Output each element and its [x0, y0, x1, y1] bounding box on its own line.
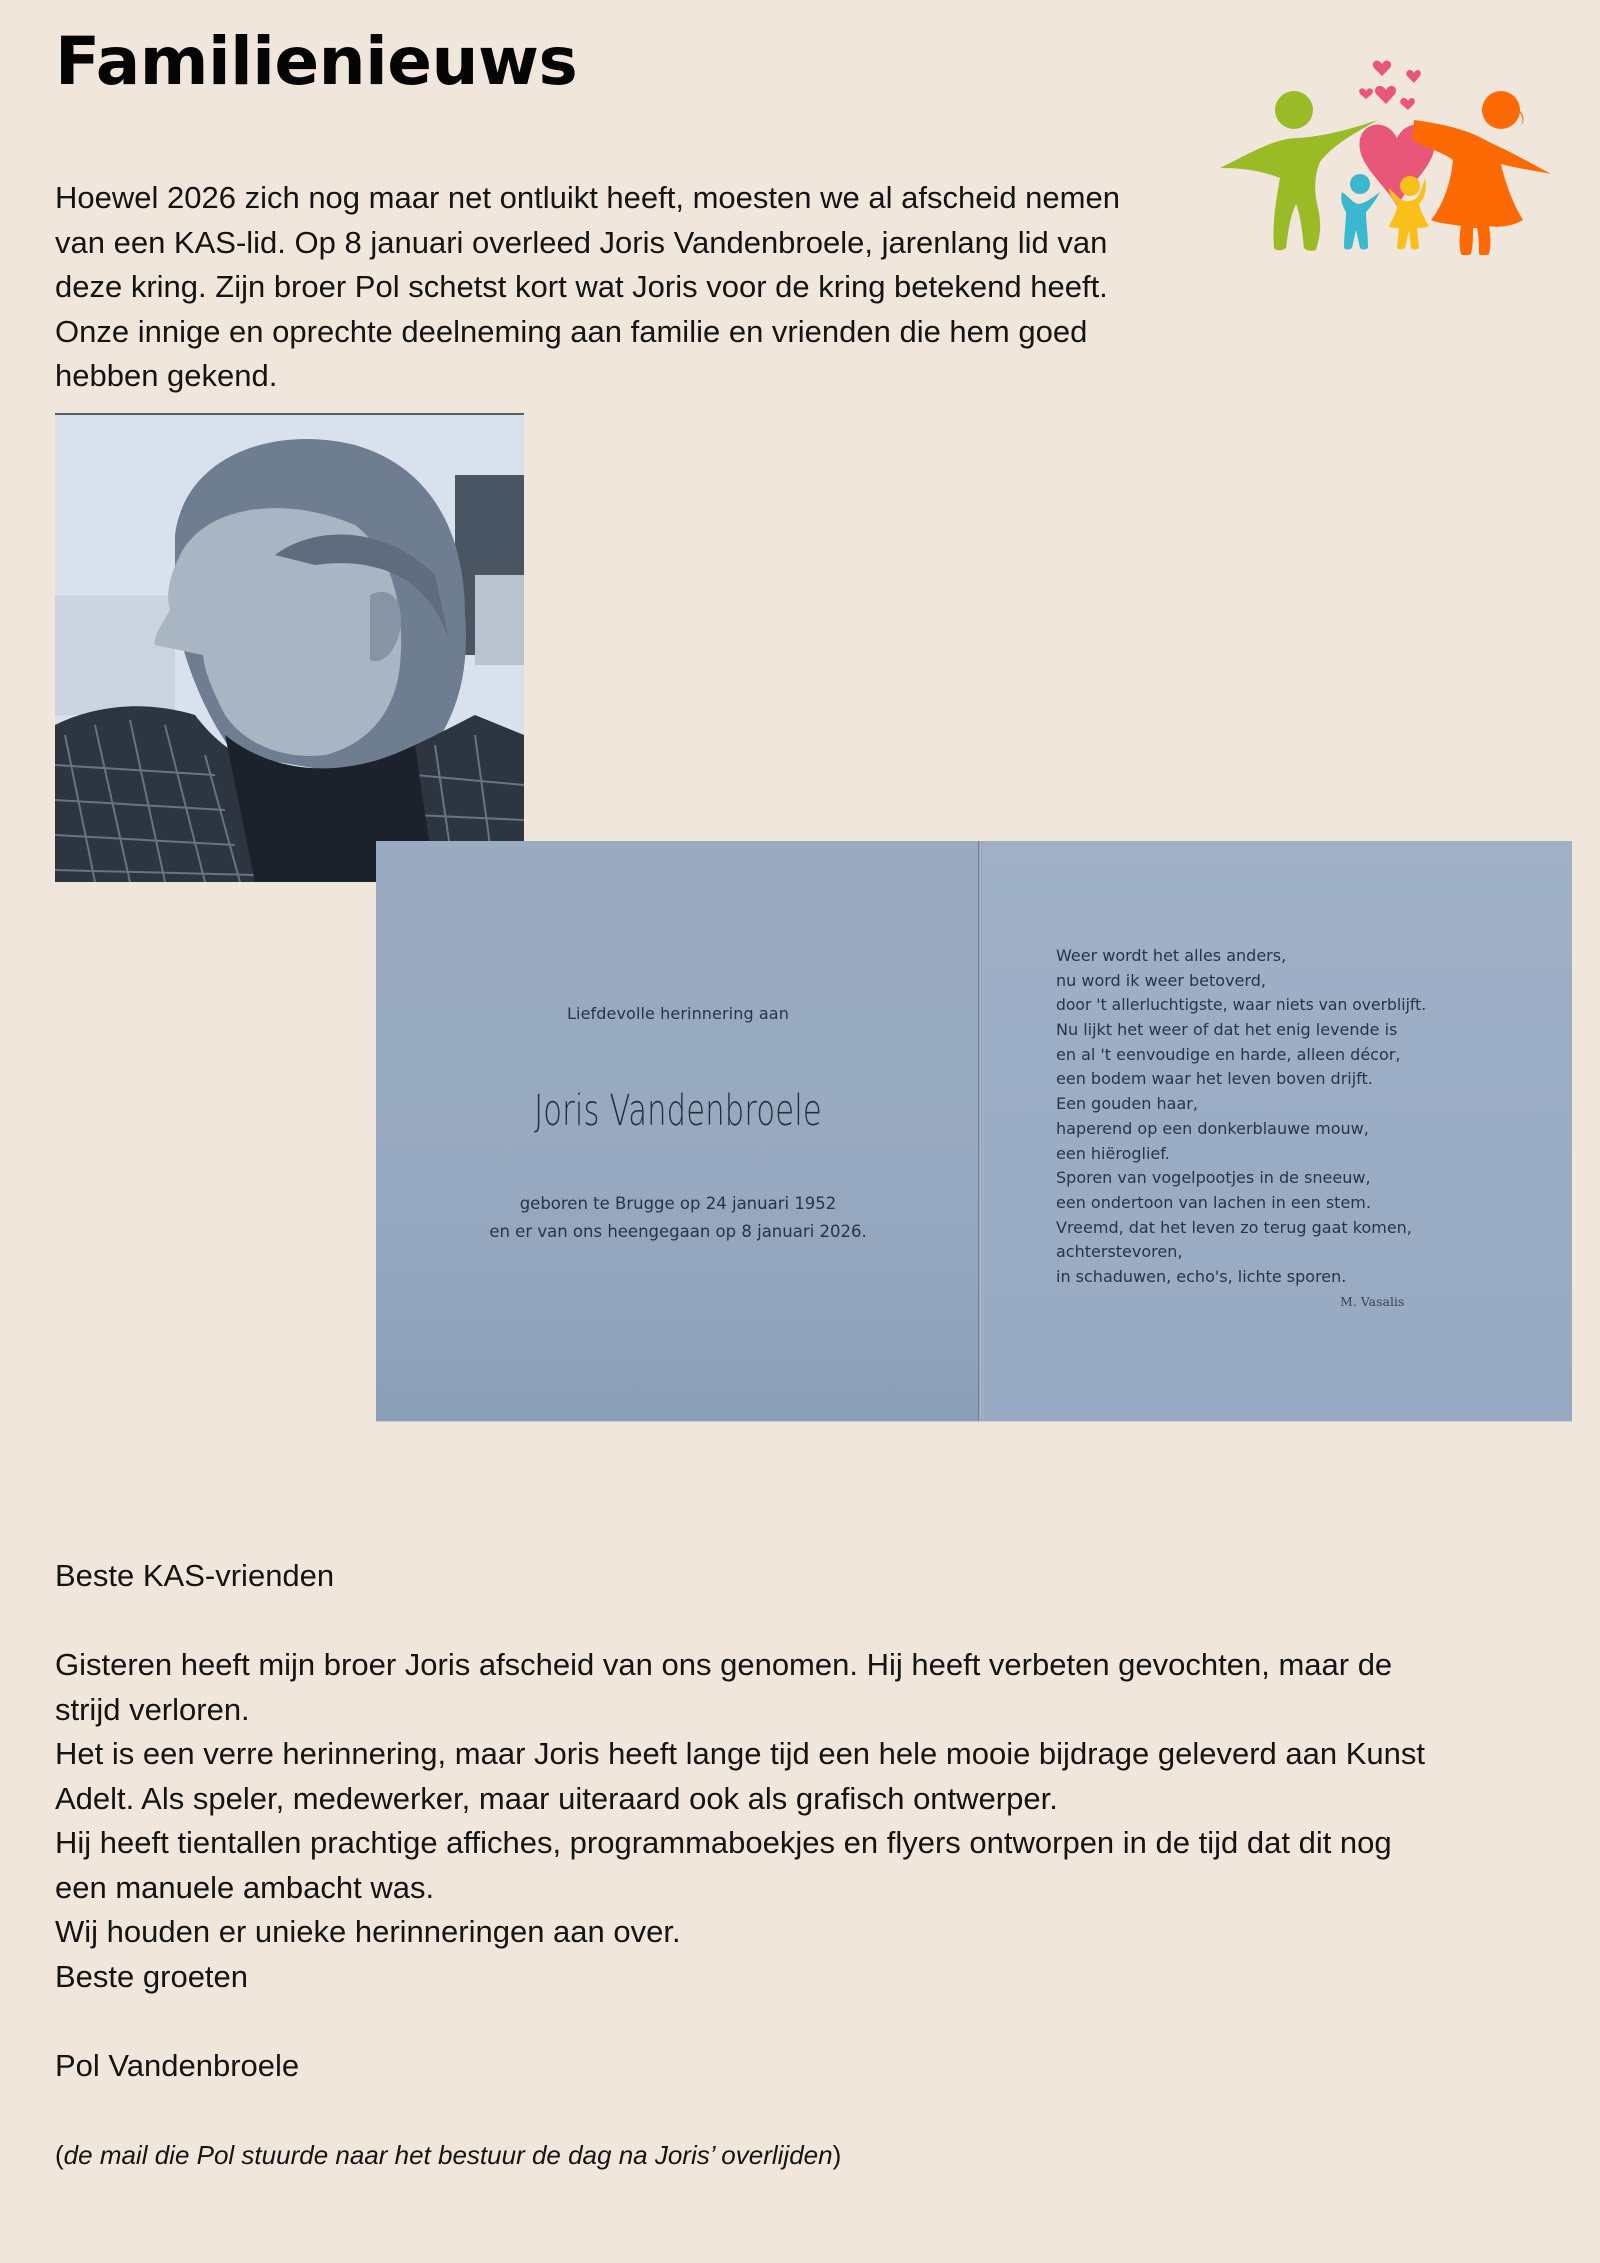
footnote-close-paren: )	[832, 2139, 842, 2170]
poem-line: achterstevoren,	[1056, 1242, 1183, 1262]
memorial-intro: Liefdevolle herinnering aan	[567, 1004, 789, 1023]
letter-line: Adelt. Als speler, medewerker, maar uiteraard ook als grafisch ontwerper.	[55, 1780, 1058, 1816]
poem-line: in schaduwen, echo's, lichte sporen.	[1056, 1266, 1347, 1286]
letter-line: strijd verloren.	[55, 1691, 250, 1727]
poem-line: door 't allerluchtigste, waar niets van overblijft.	[1056, 995, 1427, 1015]
family-hearts-logo-icon	[1214, 50, 1556, 255]
footnote-text: de mail die Pol stuurde naar het bestuur de dag na Joris’ overlijden	[63, 2139, 833, 2170]
boy-figure-icon	[1341, 174, 1380, 250]
poem-line: en al 't eenvoudige en harde, alleen décor,	[1056, 1044, 1401, 1064]
letter-line: Het is een verre herinnering, maar Joris heeft lange tijd een hele mooie bijdrage geleverd aan Kunst	[55, 1736, 1425, 1771]
portrait-photo-icon	[55, 415, 524, 882]
memorial-card	[376, 841, 1572, 1421]
poem-line: Sporen van vogelpootjes in de sneeuw,	[1056, 1168, 1371, 1188]
small-hearts-icon	[1359, 61, 1421, 110]
intro-line: hebben gekend.	[55, 358, 278, 394]
footnote-open-paren: (	[55, 2139, 64, 2170]
letter-footnote	[55, 2133, 1555, 2178]
poem-line: Weer wordt het alles anders,	[1056, 946, 1287, 965]
intro-line: deze kring. Zijn broer Pol schetst kort wat Joris voor de kring betekend heeft.	[55, 269, 1108, 305]
poem-line: een ondertoon van lachen in een stem.	[1056, 1192, 1371, 1212]
poem-line: Een gouden haar,	[1056, 1094, 1198, 1114]
poem-line: Nu lijkt het weer of dat het enig levende is	[1056, 1020, 1398, 1040]
blank-line	[55, 1599, 1555, 1644]
letter-line: Wij houden er unieke herinneringen aan over.	[55, 1914, 681, 1949]
letter-signature: Pol Vandenbroele	[55, 2047, 300, 2083]
letter-line: een manuele ambacht was.	[55, 1869, 435, 1905]
letter-line: Beste groeten	[55, 1958, 249, 1994]
memorial-died: en er van ons heengegaan op 8 januari 2026.	[489, 1222, 867, 1241]
blank-line	[55, 1999, 1555, 2044]
intro-line: Onze innige en oprechte deelneming aan familie en vrienden die hem goed	[55, 313, 1088, 349]
poem-line: Vreemd, dat het leven zo terug gaat komen,	[1056, 1217, 1412, 1237]
portrait-photo	[55, 413, 524, 882]
letter-line: Gisteren heeft mijn broer Joris afscheid van ons genomen. Hij heeft verbeten gevochten, maar de	[55, 1647, 1393, 1682]
letter	[55, 1554, 1555, 2177]
poem-line: een hiëroglief.	[1056, 1143, 1170, 1163]
blank-line	[55, 2088, 1555, 2133]
poem-line: haperend op een donkerblauwe mouw,	[1056, 1118, 1369, 1138]
poem-line: een bodem waar het leven boven drijft.	[1056, 1069, 1373, 1089]
memorial-born: geboren te Brugge op 24 januari 1952	[519, 1194, 837, 1213]
memorial-card-front-panel	[376, 841, 980, 1421]
page-title: Familienieuws	[55, 23, 578, 100]
mother-figure-icon	[1412, 91, 1551, 255]
poem-author: M. Vasalis	[1340, 1294, 1405, 1309]
intro-line: van een KAS-lid. Op 8 januari overleed Joris Vandenbroele, jarenlang lid van	[55, 224, 1108, 260]
letter-greeting: Beste KAS-vrienden	[55, 1558, 335, 1593]
memorial-poem	[1056, 944, 1436, 1290]
intro-line: Hoewel 2026 zich nog maar net ontluikt heeft, moesten we al afscheid nemen	[55, 180, 1120, 215]
intro-paragraph	[55, 176, 1225, 399]
memorial-name: Joris Vandenbroele	[534, 1086, 822, 1136]
poem-line: nu word ik weer betoverd,	[1056, 970, 1266, 990]
card-fold-divider	[978, 841, 982, 1421]
letter-line: Hij heeft tientallen prachtige affiches, programmaboekjes en flyers ontworpen in de tijd dat dit nog	[55, 1825, 1392, 1860]
